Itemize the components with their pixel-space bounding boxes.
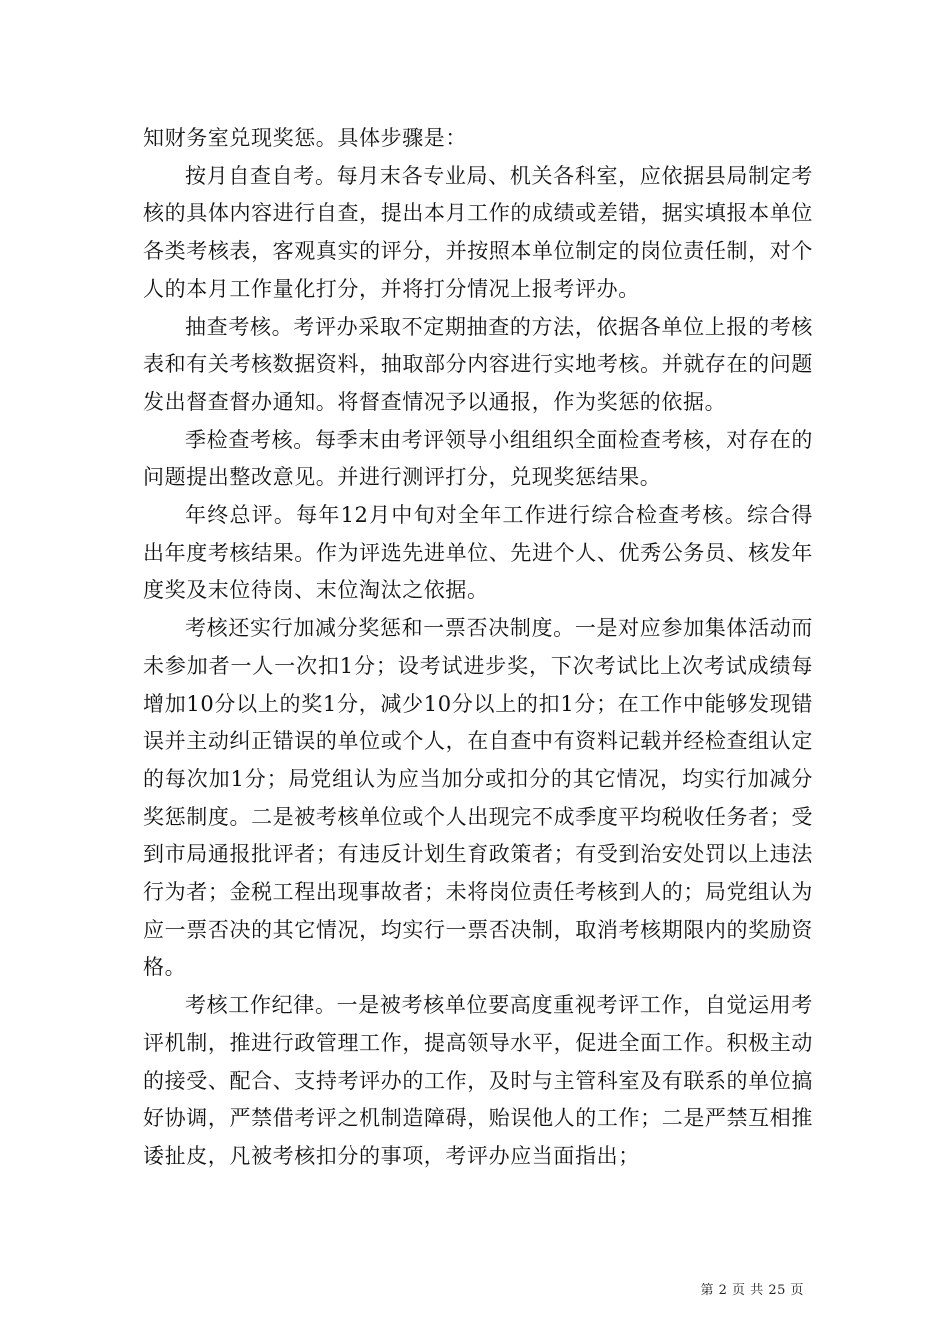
paragraph-spot-check: 抽查考核。考评办采取不定期抽查的方法，依据各单位上报的考核表和有关考核数据资料，抽取部分内容进行实地考核。并就存在的问题发出督查督办通知。将督查情况予以通报，作为奖惩的依据。 <box>143 314 813 414</box>
page-number: 第 2 页 共 25 页 <box>700 1283 804 1298</box>
paragraph-bonus-penalty-veto: 考核还实行加减分奖惩和一票否决制度。一是对应参加集体活动而未参加者一人一次扣1分；设考试进步奖，下次考试比上次考试成绩每增加10分以上的奖1分，减少10分以上的扣1分；在工作中能够发现错误并主动纠正错误的单位或个人，在自查中有资料记载并经检查组认定的每次加1分；局党组认为应当加分或扣分的其它情况，均实行加减分奖惩制度。二是被考核单位或个人出现完不成季度平均税收任务者；受到市局通报批评者；有违反计划生育政策者；有受到治安处罚以上违法行为者；金税工程出现事故者；未将岗位责任考核到人的；局党组认为应一票否决的其它情况，均实行一票否决制，取消考核期限内的奖励资格。 <box>143 616 813 980</box>
paragraph-continuation: 知财务室兑现奖惩。具体步骤是： <box>143 126 467 150</box>
paragraph-monthly-self-check: 按月自查自考。每月末各专业局、机关各科室，应依据县局制定考核的具体内容进行自查，提出本月工作的成绩或差错，据实填报本单位各类考核表，客观真实的评分，并按照本单位制定的岗位责任制，对个人的本月工作量化打分，并将打分情况上报考评办。 <box>143 163 813 301</box>
paragraph-quarterly-check: 季检查考核。每季末由考评领导小组组织全面检查考核，对存在的问题提出整改意见。并进行测评打分，兑现奖惩结果。 <box>143 427 813 490</box>
document-body <box>143 120 813 1176</box>
paragraph-annual-review: 年终总评。每年12月中旬对全年工作进行综合检查考核。综合得出年度考核结果。作为评选先进单位、先进个人、优秀公务员、核发年度奖及末位待岗、末位淘汰之依据。 <box>143 503 813 603</box>
paragraph-work-discipline: 考核工作纪律。一是被考核单位要高度重视考评工作，自觉运用考评机制，推进行政管理工作，提高领导水平，促进全面工作。积极主动的接受、配合、支持考评办的工作，及时与主管科室及有联系的单位搞好协调，严禁借考评之机制造障碍，贻误他人的工作；二是严禁互相推诿扯皮，凡被考核扣分的事项，考评办应当面指出； <box>143 993 813 1168</box>
